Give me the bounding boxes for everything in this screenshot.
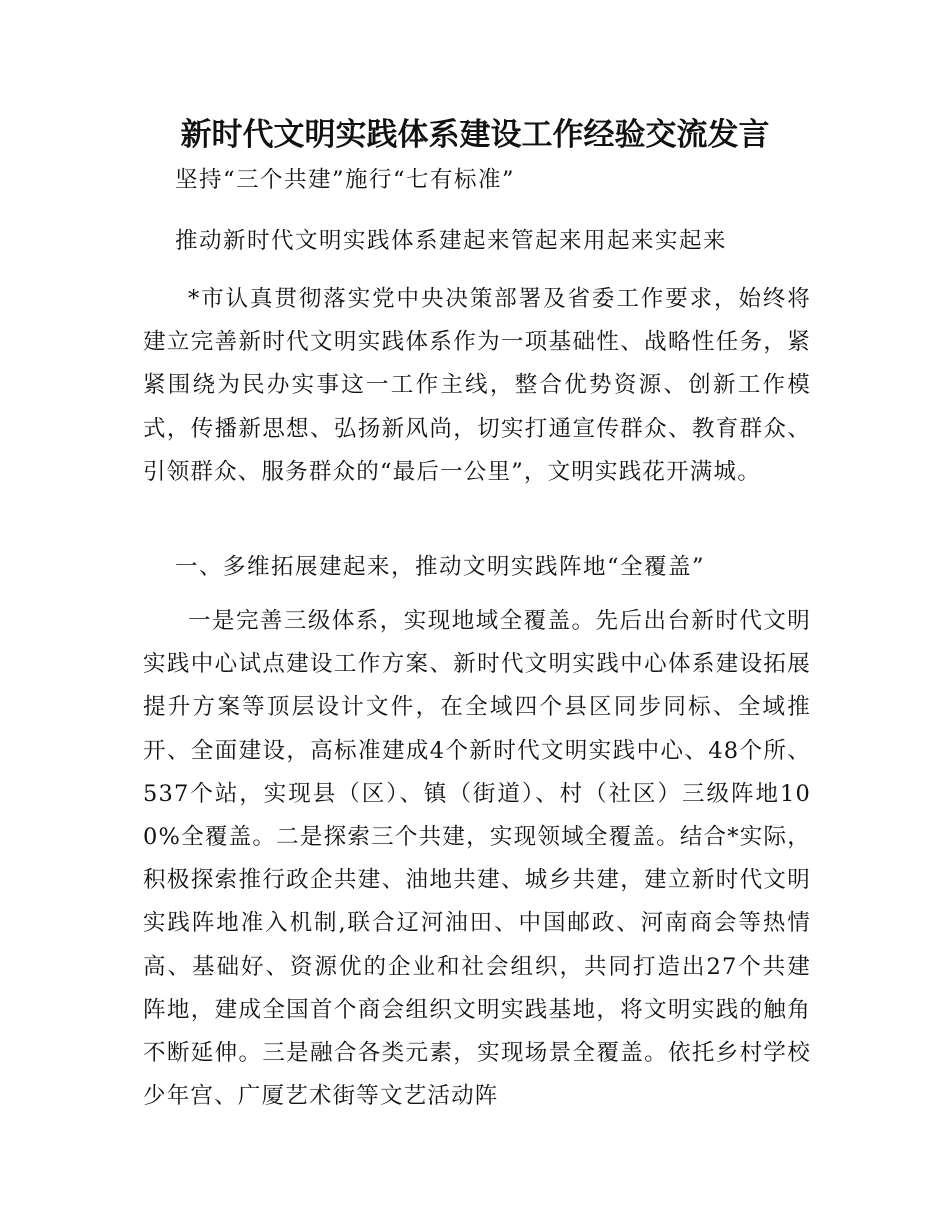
subtitle-1: 坚持“三个共建”施行“七有标准” [175, 167, 516, 193]
document-title: 新时代文明实践体系建设工作经验交流发言 [180, 117, 770, 153]
section-heading-1: 一、多维拓展建起来，推动文明实践阵地“全覆盖” [175, 554, 706, 580]
section-1-paragraph: 一是完善三级体系，实现地域全覆盖。先后出台新时代文明实践中心试点建设工作方案、新时代文明实践中心体系建设拓展提升方案等顶层设计文件，在全域四个县区同步同标、全域推开、全面建设，高标准建成4个新时代文明实践中心、48个所、537个站，实现县（区）、镇（街道）、村（社区）三级阵地100%全覆盖。二是探索三个共建，实现领域全覆盖。结合*实际，积极探索推行政企共建、油地共建、城乡共建，建立新时代文明实践阵地准入机制,联合辽河油田、中国邮政、河南商会等热情高、基础好、资源优的企业和社会组织，共同打造出27个共建阵地，建成全国首个商会组织文明实践基地，将文明实践的触角不断延伸。三是融合各类元素，实现场景全覆盖。依托乡村学校少年宫、广厦艺术街等文艺活动阵 [143, 608, 811, 1110]
subtitle-2: 推动新时代文明实践体系建起来管起来用起来实起来 [175, 228, 728, 254]
intro-paragraph: *市认真贯彻落实党中央决策部署及省委工作要求，始终将建立完善新时代文明实践体系作为一项基础性、战略性任务，紧紧围绕为民办实事这一工作主线，整合优势资源、创新工作模式，传播新思想、弘扬新风尚，切实打通宣传群众、教育群众、引领群众、服务群众的“最后一公里”，文明实践花开满城。 [143, 286, 811, 485]
